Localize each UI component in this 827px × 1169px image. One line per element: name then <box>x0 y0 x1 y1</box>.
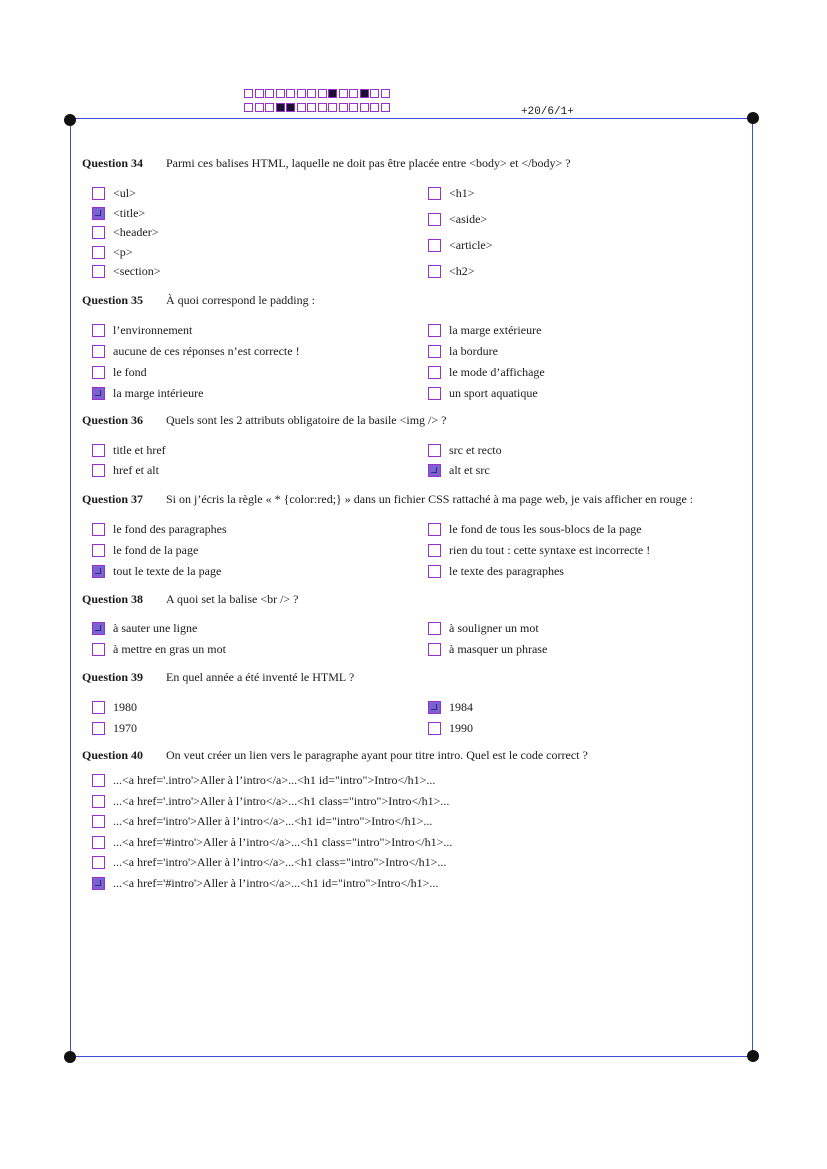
barcode-cell <box>297 103 306 112</box>
sheet-barcode <box>244 89 391 117</box>
answer-option[interactable] <box>92 543 198 558</box>
barcode-cell <box>381 89 390 98</box>
answer-option-label: <h2> <box>449 264 475 278</box>
answer-option-label: à mettre en gras un mot <box>113 642 226 656</box>
checkbox[interactable] <box>92 643 105 656</box>
checkbox[interactable] <box>92 815 105 828</box>
checkbox-checked[interactable] <box>428 701 441 714</box>
answer-option-label: le fond <box>113 365 147 379</box>
answer-option-label: un sport aquatique <box>449 386 538 400</box>
answer-option-label: la bordure <box>449 344 498 358</box>
answer-option-label: ...<a href='#intro'>Aller à l’intro</a>...<h1 id="intro">Intro</h1>... <box>113 876 439 890</box>
barcode-cell <box>370 103 379 112</box>
checkbox[interactable] <box>92 774 105 787</box>
question-text: Si on j’écris la règle « * {color:red;} » dans un fichier CSS rattaché à ma page web, je vais afficher en rouge : <box>166 492 694 506</box>
answer-option-label: <section> <box>113 264 161 278</box>
answer-option-label: le texte des paragraphes <box>449 564 564 578</box>
answer-option[interactable] <box>428 543 650 558</box>
checkbox-checked[interactable] <box>92 387 105 400</box>
barcode-cell <box>349 103 358 112</box>
checkbox[interactable] <box>92 795 105 808</box>
barcode-cell <box>360 103 369 112</box>
checkbox[interactable] <box>428 622 441 635</box>
question-text: En quel année a été inventé le HTML ? <box>166 670 355 684</box>
question-label: Question 35 <box>82 293 144 307</box>
answer-option[interactable] <box>92 443 166 458</box>
barcode-cell <box>255 103 264 112</box>
answer-option-label: alt et src <box>449 463 490 477</box>
answer-option-label: ...<a href='#intro'>Aller à l’intro</a>...<h1 class="intro">Intro</h1>... <box>113 834 453 849</box>
checkbox[interactable] <box>92 544 105 557</box>
barcode-cell <box>307 89 316 98</box>
checkbox[interactable] <box>428 544 441 557</box>
answer-option[interactable] <box>428 463 490 478</box>
question-label: Question 36 <box>82 413 144 427</box>
barcode-row <box>244 103 391 115</box>
checkbox[interactable] <box>92 701 105 714</box>
barcode-cell <box>328 89 337 98</box>
answer-option[interactable] <box>92 835 452 850</box>
barcode-cell <box>381 103 390 112</box>
barcode-cell <box>265 103 274 112</box>
question-text: À quoi correspond le padding : <box>166 293 315 307</box>
answer-option[interactable] <box>92 794 449 809</box>
answer-option-label: la marge extérieure <box>449 323 542 337</box>
checkbox-checked[interactable] <box>428 464 441 477</box>
answer-option-label: 1984 <box>449 700 473 714</box>
checkbox-checked[interactable] <box>92 207 105 220</box>
question-label: Question 38 <box>82 592 144 606</box>
registration-mark-top-left <box>64 114 76 126</box>
checkbox[interactable] <box>428 239 441 252</box>
answer-option-label: 1970 <box>113 721 137 735</box>
answer-option[interactable] <box>92 773 435 788</box>
barcode-cell <box>255 89 264 98</box>
checkbox[interactable] <box>428 444 441 457</box>
answer-option-label: ...<a href='intro'>Aller à l’intro</a>...<h1 class="intro">Intro</h1>... <box>113 855 447 870</box>
answer-option[interactable] <box>428 238 493 253</box>
barcode-cell <box>265 89 274 98</box>
answer-option-label: <h1> <box>449 186 475 200</box>
checkbox[interactable] <box>92 265 105 278</box>
checkbox-checked[interactable] <box>92 877 105 890</box>
answer-option[interactable] <box>92 876 438 891</box>
checkbox-checked[interactable] <box>92 622 105 635</box>
answer-option[interactable] <box>428 642 547 657</box>
answer-option[interactable] <box>428 386 538 401</box>
barcode-cell <box>286 103 295 112</box>
registration-mark-top-right <box>747 112 759 124</box>
checkbox[interactable] <box>428 722 441 735</box>
barcode-cell <box>339 103 348 112</box>
checkbox[interactable] <box>428 345 441 358</box>
answer-option-label: <aside> <box>449 212 488 226</box>
answer-option[interactable] <box>92 721 137 736</box>
question-label: Question 37 <box>82 492 144 506</box>
checkbox[interactable] <box>92 856 105 869</box>
answer-option-label: la marge intérieure <box>113 386 204 400</box>
barcode-cell <box>349 89 358 98</box>
answer-option-label: <title> <box>113 205 146 220</box>
answer-option-label: <p> <box>113 244 133 259</box>
answer-option-label: href et alt <box>113 463 159 477</box>
answer-option[interactable] <box>92 814 432 829</box>
answer-option[interactable] <box>428 700 473 715</box>
answer-option-label: le fond des paragraphes <box>113 522 227 536</box>
answer-option-label: aucune de ces réponses n’est correcte ! <box>113 344 300 358</box>
checkbox[interactable] <box>428 387 441 400</box>
answer-option-label: rien du tout : cette syntaxe est incorrecte ! <box>449 543 651 557</box>
checkbox[interactable] <box>428 324 441 337</box>
answer-option[interactable] <box>428 564 564 579</box>
barcode-cell <box>360 89 369 98</box>
page-id: +20/6/1+ <box>521 106 574 118</box>
question-label: Question 34 <box>82 156 144 170</box>
answer-option[interactable] <box>92 855 446 870</box>
question-text: A quoi set la balise <br /> ? <box>166 592 299 606</box>
answer-option[interactable] <box>92 225 159 240</box>
answer-option[interactable] <box>92 700 137 715</box>
answer-option[interactable] <box>92 245 133 260</box>
barcode-cell <box>244 89 253 98</box>
answer-option-label: le fond de la page <box>113 543 199 557</box>
checkbox[interactable] <box>428 187 441 200</box>
barcode-row <box>244 89 391 101</box>
answer-option-label: ...<a href='.intro'>Aller à l’intro</a>...<h1 class="intro">Intro</h1>... <box>113 793 450 808</box>
checkbox[interactable] <box>92 345 105 358</box>
answer-option-label: 1990 <box>449 721 473 735</box>
answer-option-label: le fond de tous les sous-blocs de la page <box>449 522 642 536</box>
answer-option-label: à masquer un phrase <box>449 642 548 656</box>
answer-option[interactable] <box>92 264 161 279</box>
checkbox[interactable] <box>92 444 105 457</box>
answer-option-label: tout le texte de la page <box>113 564 222 578</box>
answer-option[interactable] <box>428 344 498 359</box>
answer-option-label: src et recto <box>449 443 502 457</box>
checkbox-checked[interactable] <box>92 565 105 578</box>
answer-option[interactable] <box>428 621 539 636</box>
barcode-cell <box>286 89 295 98</box>
answer-option-label: ...<a href='intro'>Aller à l’intro</a>...<h1 id="intro">Intro</h1>... <box>113 814 433 829</box>
checkbox[interactable] <box>92 366 105 379</box>
barcode-cell <box>370 89 379 98</box>
answer-option[interactable] <box>428 212 487 227</box>
answer-option[interactable] <box>92 386 203 401</box>
answer-option[interactable] <box>428 522 642 537</box>
question-label: Question 40 <box>82 748 144 762</box>
answer-option[interactable] <box>428 443 502 458</box>
checkbox[interactable] <box>428 643 441 656</box>
answer-option-label: 1980 <box>113 700 137 714</box>
answer-option[interactable] <box>92 522 227 537</box>
answer-option[interactable] <box>92 365 147 380</box>
barcode-cell <box>244 103 253 112</box>
answer-option[interactable] <box>92 344 300 359</box>
answer-sheet-frame <box>70 118 753 1057</box>
answer-option-label: le mode d’affichage <box>449 365 545 379</box>
answer-option[interactable] <box>92 642 226 657</box>
checkbox[interactable] <box>92 523 105 536</box>
answer-option[interactable] <box>428 186 475 201</box>
question-text: On veut créer un lien vers le paragraphe ayant pour titre intro. Quel est le code correct ? <box>166 748 588 762</box>
checkbox[interactable] <box>428 366 441 379</box>
answer-option[interactable] <box>428 365 545 380</box>
barcode-cell <box>307 103 316 112</box>
checkbox[interactable] <box>92 722 105 735</box>
checkbox[interactable] <box>92 226 105 239</box>
answer-option-label: à souligner un mot <box>449 621 539 635</box>
answer-option[interactable] <box>428 323 541 338</box>
answer-option[interactable] <box>92 186 136 201</box>
answer-option[interactable] <box>428 264 475 279</box>
registration-mark-bottom-left <box>64 1051 76 1063</box>
answer-option-label: <ul> <box>113 186 136 200</box>
answer-option[interactable] <box>92 621 197 636</box>
answer-option-label: <header> <box>113 225 159 239</box>
checkbox[interactable] <box>92 246 105 259</box>
checkbox[interactable] <box>428 213 441 226</box>
barcode-cell <box>276 89 285 98</box>
answer-option[interactable] <box>92 206 145 221</box>
answer-option-label: l’environnement <box>113 323 193 337</box>
checkbox[interactable] <box>92 324 105 337</box>
answer-option-label: <article> <box>449 238 493 252</box>
question-text: Quels sont les 2 attributs obligatoire de la basile <img /> ? <box>166 413 447 427</box>
question-label: Question 39 <box>82 670 144 684</box>
barcode-cell <box>328 103 337 112</box>
checkbox[interactable] <box>92 187 105 200</box>
barcode-cell <box>318 89 327 98</box>
checkbox[interactable] <box>428 565 441 578</box>
barcode-cell <box>318 103 327 112</box>
question-text: Parmi ces balises HTML, laquelle ne doit pas être placée entre <body> et </body> ? <box>166 156 571 170</box>
registration-mark-bottom-right <box>747 1050 759 1062</box>
checkbox[interactable] <box>428 265 441 278</box>
answer-option-label: à sauter une ligne <box>113 621 198 635</box>
barcode-cell <box>339 89 348 98</box>
checkbox[interactable] <box>92 464 105 477</box>
checkbox[interactable] <box>92 836 105 849</box>
answer-option[interactable] <box>428 721 473 736</box>
answer-option[interactable] <box>92 463 159 478</box>
answer-option[interactable] <box>92 564 221 579</box>
answer-option[interactable] <box>92 323 192 338</box>
barcode-cell <box>297 89 306 98</box>
answer-option-label: ...<a href='.intro'>Aller à l’intro</a>...<h1 id="intro">Intro</h1>... <box>113 773 436 787</box>
answer-option-label: title et href <box>113 443 166 457</box>
checkbox[interactable] <box>428 523 441 536</box>
barcode-cell <box>276 103 285 112</box>
